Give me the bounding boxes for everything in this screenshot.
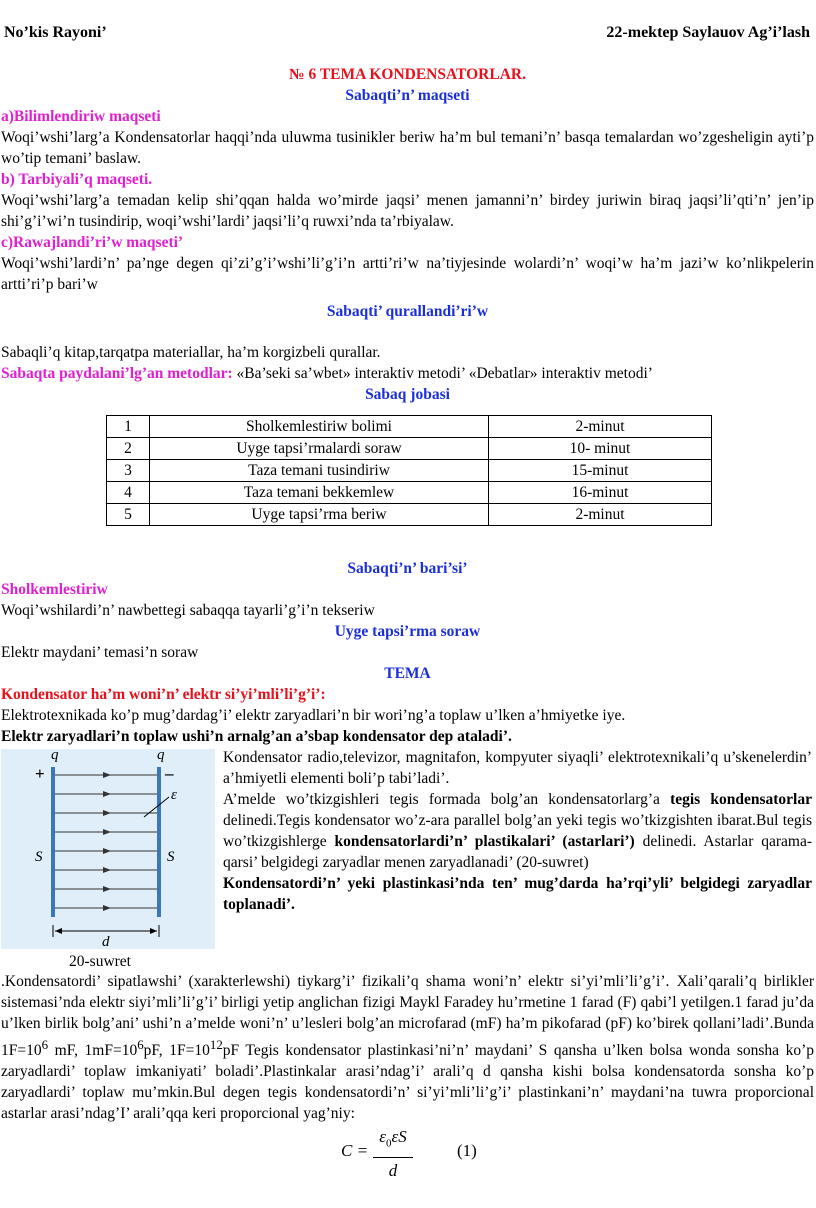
formula-lhs: C = xyxy=(341,1141,369,1161)
charge-label-right: q xyxy=(157,749,165,763)
minus-sign: – xyxy=(165,764,174,783)
flat-capacitor-paragraph xyxy=(223,789,812,873)
plan-row-duration: 10- minut xyxy=(489,438,712,460)
exponent: 12 xyxy=(209,1037,223,1052)
plan-row xyxy=(107,416,712,438)
page-header xyxy=(4,22,810,44)
homework-heading: Uyge tapsi’rma soraw xyxy=(334,623,481,640)
document-body xyxy=(1,64,814,1186)
equipment-heading: Sabaqti’ qurallandi’ri’w xyxy=(326,303,489,320)
figure-caption: 20-suwret xyxy=(69,953,131,970)
plan-row-number: 4 xyxy=(107,482,150,504)
plan-row-duration: 2-minut xyxy=(489,416,712,438)
term-plates: kondensatorlardi’n’ plastikalari’ (astarlari’) xyxy=(334,833,635,850)
plan-row xyxy=(107,460,712,482)
exponent: 6 xyxy=(137,1037,144,1052)
plan-row xyxy=(107,482,712,504)
tema-heading: TEMA xyxy=(384,665,431,682)
plan-row-number: 2 xyxy=(107,438,150,460)
homework-text: Elektr maydani’ temasi’n soraw xyxy=(1,644,199,661)
subscript-zero: 0 xyxy=(386,1137,392,1150)
plan-row-duration: 16-minut xyxy=(489,482,712,504)
capacitance-paragraph xyxy=(1,971,814,1124)
organization-text: Woqi’wshilardi’n’ nawbettegi sabaqqa tayarli’g’i’n tekseriw xyxy=(1,602,375,619)
exponent: 6 xyxy=(41,1037,49,1052)
plan-row-stage: Taza temani tusindiriw xyxy=(150,460,489,482)
plan-row-number: 1 xyxy=(107,416,150,438)
intro-paragraph: Elektrotexnikada ko’p mug’dardag’i’ elektr zaryadlari’n bir wori’ng’a toplaw u’lken a’hmiyetke iye. xyxy=(1,707,626,724)
organization-label: Sholkemlestiriw xyxy=(1,581,108,598)
formula-numerator xyxy=(373,1126,413,1157)
goals-heading: Sabaqti’n’ maqseti xyxy=(345,87,470,104)
course-heading: Sabaqti’n’ bari’si’ xyxy=(347,560,468,577)
spacer xyxy=(1,322,814,342)
area-label-right: S xyxy=(167,849,175,865)
goal-c-label: c)Rawajlandi’ri’w maqseti’ xyxy=(1,234,184,251)
equation-number: (1) xyxy=(457,1141,477,1161)
methods-label: Sabaqta paydalani’lg’an metodlar: xyxy=(1,365,233,382)
figure-background xyxy=(1,749,215,949)
lesson-title: № 6 TEMA KONDENSATORLAR. xyxy=(289,66,526,83)
text-run: pF, 1F=10 xyxy=(143,1042,210,1060)
goal-b-label: b) Tarbiyali’q maqseti. xyxy=(1,171,153,188)
charges-statement: Kondensatordi’n’ yeki plastinkasi’nda ten’ mug’darda ha’rqi’yli’ belgidegi zaryadlar toplanadi’. xyxy=(223,875,812,913)
term-flat-capacitors: tegis kondensatorlar xyxy=(670,791,812,808)
figure-side-text xyxy=(223,747,812,915)
goal-c-text: Woqi’wshi’lardi’n’ pa’nge degen qi’zi’g’i’wshi’li’g’i’n artti’ri’w na’tiyjesinde wolardi’n’ woqi’w ha’m jazi’w ko’nlikpelerin artti’ri’p bari’w xyxy=(1,255,814,293)
text-run: delinedi. Astarlar qarama-qarsi’ belgidegi zaryadlar menen zaryadlanadi’ (20-suwret) xyxy=(223,833,813,871)
epsilon-s: εS xyxy=(391,1127,407,1147)
definition-paragraph: Elektr zaryadlari’n toplaw ushi’n arnalg’an a’sbap kondensator dep ataladi’. xyxy=(1,728,512,745)
formula-fraction xyxy=(373,1126,413,1180)
equipment-text: Sabaqli’q kitap,tarqatpa materiallar, ha’m korgizbeli qurallar. xyxy=(1,344,381,361)
methods-text: «Ba’seki sa’wbet» interaktiv metodi’ «Debatlar» interaktiv metodi’ xyxy=(232,365,653,382)
header-school-author: 22-mektep Saylauov Ag’i’lash xyxy=(606,24,810,41)
goal-b-text: Woqi’wshi’larg’a temadan kelip shi’qqan halda wo’mirde jaqsi’ menen jamanni’n’ birdey juriwin biraq jaqsi’li’qti’n’ jen’ip shi’g’i’wi’n tusindirip, woqi’wshi’lardi’ jaqsi’li’q ruwxi’nda ta’rbiyalaw. xyxy=(1,192,814,230)
lesson-plan-table xyxy=(106,415,712,526)
plan-row-duration: 2-minut xyxy=(489,504,712,526)
epsilon-symbol: ε xyxy=(379,1127,386,1147)
formula-denominator: d xyxy=(388,1160,398,1180)
text-run: delinedi.Tegis kondensator wo’z-ara parallel bolg’an yeki tegis wo’tkizgishten ibarat.Bul tegis wo’tkizgishlerge xyxy=(223,812,812,850)
plan-row-number: 3 xyxy=(107,460,150,482)
plan-row xyxy=(107,438,712,460)
distance-label: d xyxy=(102,934,110,949)
methods-line xyxy=(1,363,814,384)
epsilon-label: ε xyxy=(171,787,177,803)
area-label-left: S xyxy=(35,849,43,865)
spacer xyxy=(1,526,814,558)
goal-a-label: a)Bilimlendiriw maqseti xyxy=(1,108,161,125)
plan-row-duration: 15-minut xyxy=(489,460,712,482)
goal-a-text: Woqi’wshi’larg’a Kondensatorlar haqqi’nda uluwma tusinikler beriw ha’m bul temani’n’ basqa temalardan wo’zgesheligin ayti’p wo’tip temani’ baslaw. xyxy=(1,129,814,167)
text-run: .Kondensatordi’ sipatlawshi’ (xarakterlewshi) tiykarg’i’ fizikali’q shama woni’n’ elektr si’yi’mli’li’g’i’. Xali’qarali’q birlikler sistemasi’nda elektr siyi’mli’li’g’i’ birligi yetip anglichan fizigi Maykl Faradey hu’rmetine 1 farad (F) qabi’l yetilgen.1 farad ju’da u’lken birlik bolg’ani’ ushi’n a’melde woni’n’ u’lesleri bolg’an microfarad (mF) ha’m pikofarad (pF) ko’birek qollani’ladi’.Bunda 1F=10 xyxy=(1,973,814,1060)
capacitance-formula xyxy=(1,1124,814,1186)
figure-section xyxy=(1,747,814,971)
plan-heading: Sabaq jobasi xyxy=(365,386,450,403)
capacitor-question: Kondensator ha’m woni’n’ elektr si’yi’mli’li’g’i’: xyxy=(1,686,326,703)
plan-row-number: 5 xyxy=(107,504,150,526)
text-run: mF, 1mF=10 xyxy=(48,1042,138,1060)
text-run: A’melde wo’tkizgishleri tegis formada bolg’an kondensatorlarg’a xyxy=(223,791,671,808)
capacitor-usage-paragraph: Kondensator radio,televizor, magnitafon, kompyuter siyaqli’ elektrotexnikali’q u’skenelerdin’ a’hmiyetli elementi boli’p tabi’ladi’. xyxy=(223,749,812,787)
capacitor-figure xyxy=(1,749,215,949)
plan-row xyxy=(107,504,712,526)
plan-row-stage: Uyge tapsi’rma beriw xyxy=(150,504,489,526)
plus-sign: + xyxy=(35,764,45,783)
text-run: pF Tegis kondensator plastinkasi’ni’n’ maydani’ S qansha u’lken bolsa wonda sonsha ko’p zaryadlardi’ toplaw imkaniyati’ boladi’.Plastinkalar arasi’ndag’i’ arali’q d qansha kishi bolsa kondensatorda sonsha ko’p zaryadlardi’ toplaw mu’mkin.Bul degen tegis kondensatordi’n’ si’yi’mli’li’g’i’ plastinkani’n’ maydani’na tuwra proporcional astarlar arasi’ndag’I’ arali’qqa keri proporcional yag’niy: xyxy=(1,1042,814,1123)
header-district: No’kis Rayoni’ xyxy=(4,24,107,41)
charge-label-left: q xyxy=(51,749,59,763)
plan-row-stage: Taza temani bekkemlew xyxy=(150,482,489,504)
plan-row-stage: Uyge tapsi’rmalardi soraw xyxy=(150,438,489,460)
plan-row-stage: Sholkemlestiriw bolimi xyxy=(150,416,489,438)
